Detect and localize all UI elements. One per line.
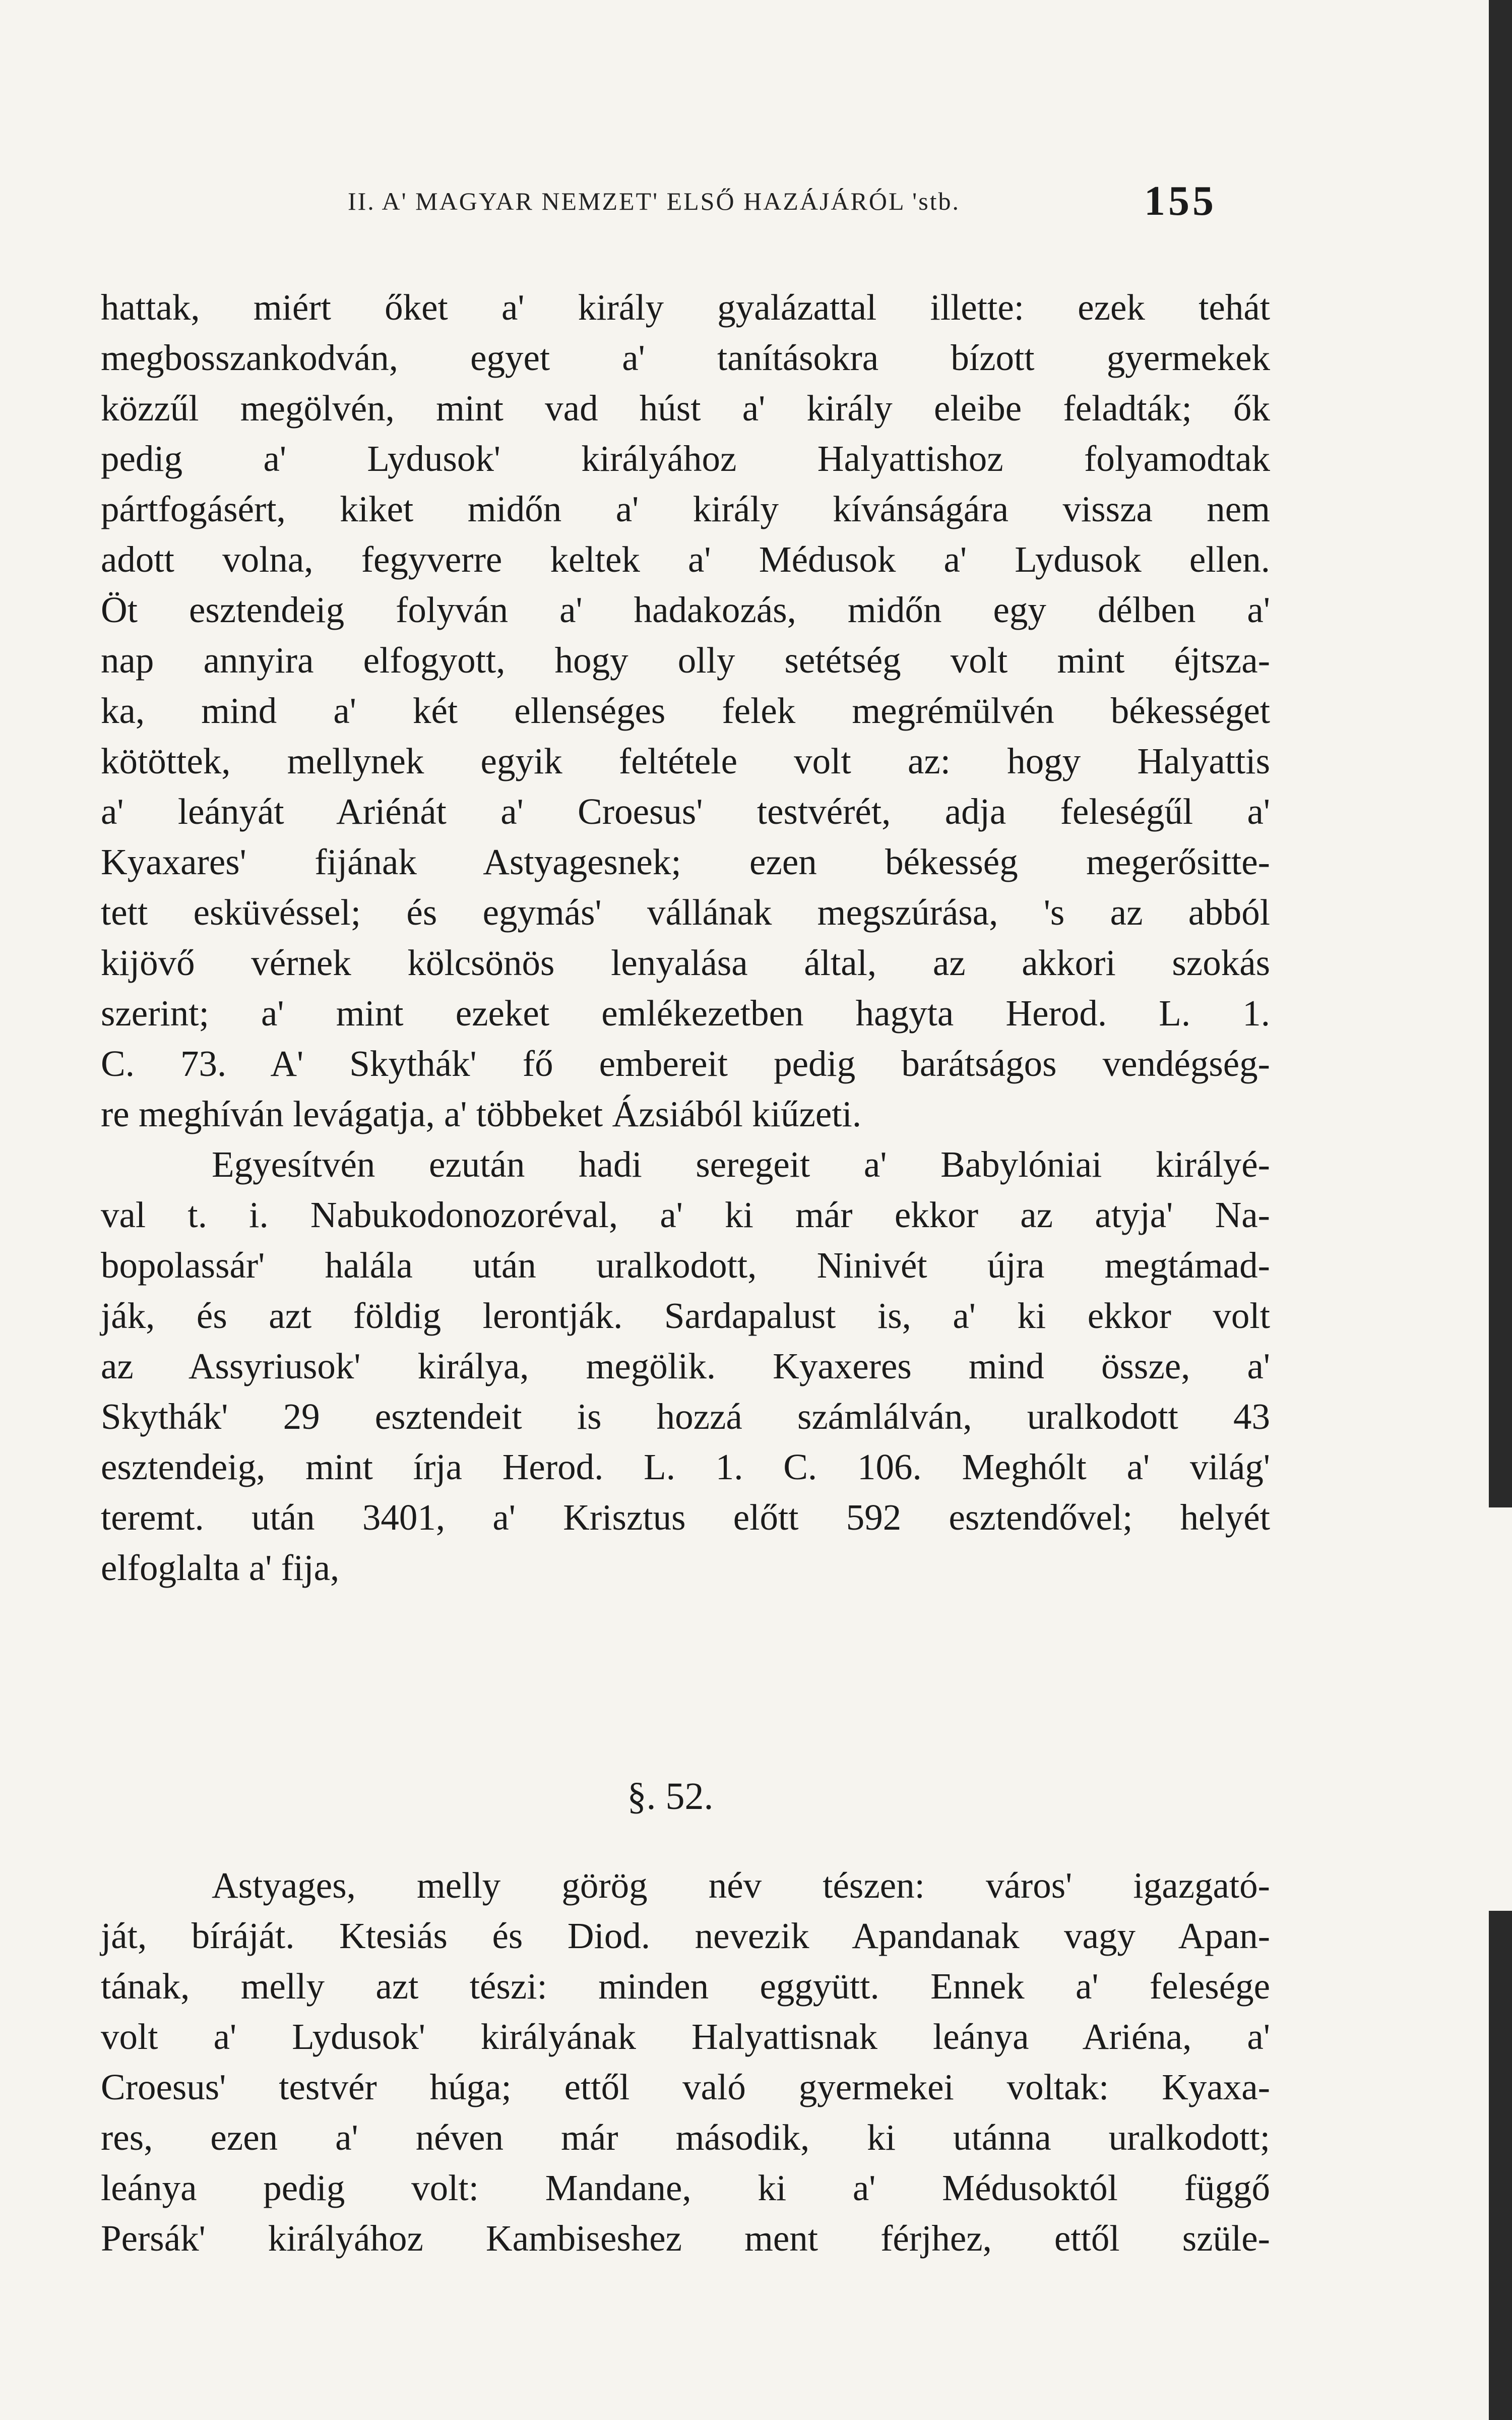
running-title: II. A' MAGYAR NEMZET' ELSŐ HAZÁJÁRÓL 'stb. [348,187,961,215]
text-line: Öt esztendeig folyván a' hadakozás, midőn egy délben a' [101,589,1270,630]
text-line: hattak, miért őket a' király gyalázattal illette: ezek tehát [101,287,1270,328]
text-line: ják, és azt földig lerontják. Sardapalust is, a' ki ekkor volt [101,1295,1270,1336]
text-line: Skythák' 29 esztendeit is hozzá számlálván, uralkodott 43 [101,1396,1270,1437]
text-line: kijövő vérnek kölcsönös lenyalása által, az akkori szokás [101,942,1270,983]
text-line: Croesus' testvér húga; ettől való gyermekei voltak: Kyaxa- [101,2067,1270,2107]
text-line: teremt. után 3401, a' Krisztus előtt 592 esztendővel; helyét [101,1497,1270,1538]
page-number: 155 [1144,177,1217,224]
text-line: adott volna, fegyverre keltek a' Médusok a' Lydusok ellen. [101,539,1270,580]
section-heading: §. 52. [627,1775,714,1818]
text-line: Kyaxares' fijának Astyagesnek; ezen békesség megerősitte- [101,841,1270,882]
text-line: szerint; a' mint ezeket emlékezetben hagyta Herod. L. 1. [101,993,1270,1034]
text-line: Egyesítvén ezután hadi seregeit a' Babylóniai királyé- [212,1144,1270,1185]
text-line: res, ezen a' néven már második, ki utánna uralkodott; [101,2117,1270,2158]
text-line: bopolassár' halála után uralkodott, Ninivét újra megtámad- [101,1245,1270,1286]
text-line: tett esküvéssel; és egymás' vállának megszúrása, 's az abból [101,892,1270,933]
text-line: leánya pedig volt: Mandane, ki a' Médusoktól függő [101,2167,1270,2208]
text-line: nap annyira elfogyott, hogy olly setétség volt mint éjtsza- [101,640,1270,681]
text-line: az Assyriusok' királya, megölik. Kyaxeres mind össze, a' [101,1346,1270,1386]
page-edge-shadow [1489,0,1512,1507]
text-line: C. 73. A' Skythák' fő embereit pedig barátságos vendégség- [101,1043,1270,1084]
text-line: megbosszankodván, egyet a' tanításokra bízott gyermekek [101,337,1270,378]
text-line: ka, mind a' két ellenséges felek megrémülvén békességet [101,690,1270,731]
page-edge-shadow [1489,1911,1512,2420]
text-line: Persák' királyához Kambiseshez ment férjhez, ettől szüle- [101,2218,1270,2259]
text-line: tának, melly azt tészi: minden eggyütt. Ennek a' felesége [101,1966,1270,2007]
text-line: re meghíván levágatja, a' többeket Ázsiából kiűzeti. [101,1094,862,1134]
text-line: kötöttek, mellynek egyik feltétele volt az: hogy Halyattis [101,741,1270,781]
text-line: Astyages, melly görög név tészen: város' igazgató- [212,1865,1270,1906]
text-line: ját, bíráját. Ktesiás és Diod. nevezik Apandanak vagy Apan- [101,1915,1270,1956]
paragraph [101,282,1270,1139]
text-line: pedig a' Lydusok' királyához Halyattishoz folyamodtak [101,438,1270,479]
text-line: esztendeig, mint írja Herod. L. 1. C. 106. Meghólt a' világ' [101,1446,1270,1487]
paragraph [101,1860,1270,2264]
text-line: közzűl megölvén, mint vad húst a' király eleibe feladták; ők [101,388,1270,429]
body-text-upper [101,282,1270,1593]
text-line: val t. i. Nabukodonozoréval, a' ki már ekkor az atyja' Na- [101,1194,1270,1235]
text-line: pártfogásért, kiket midőn a' király kívánságára vissza nem [101,489,1270,529]
paragraph [101,1139,1270,1593]
text-line: a' leányát Ariénát a' Croesus' testvérét, adja feleségűl a' [101,791,1270,832]
text-line: elfoglalta a' fija, [101,1547,340,1588]
body-text-lower [101,1860,1270,2264]
text-line: volt a' Lydusok' királyának Halyattisnak leánya Ariéna, a' [101,2016,1270,2057]
